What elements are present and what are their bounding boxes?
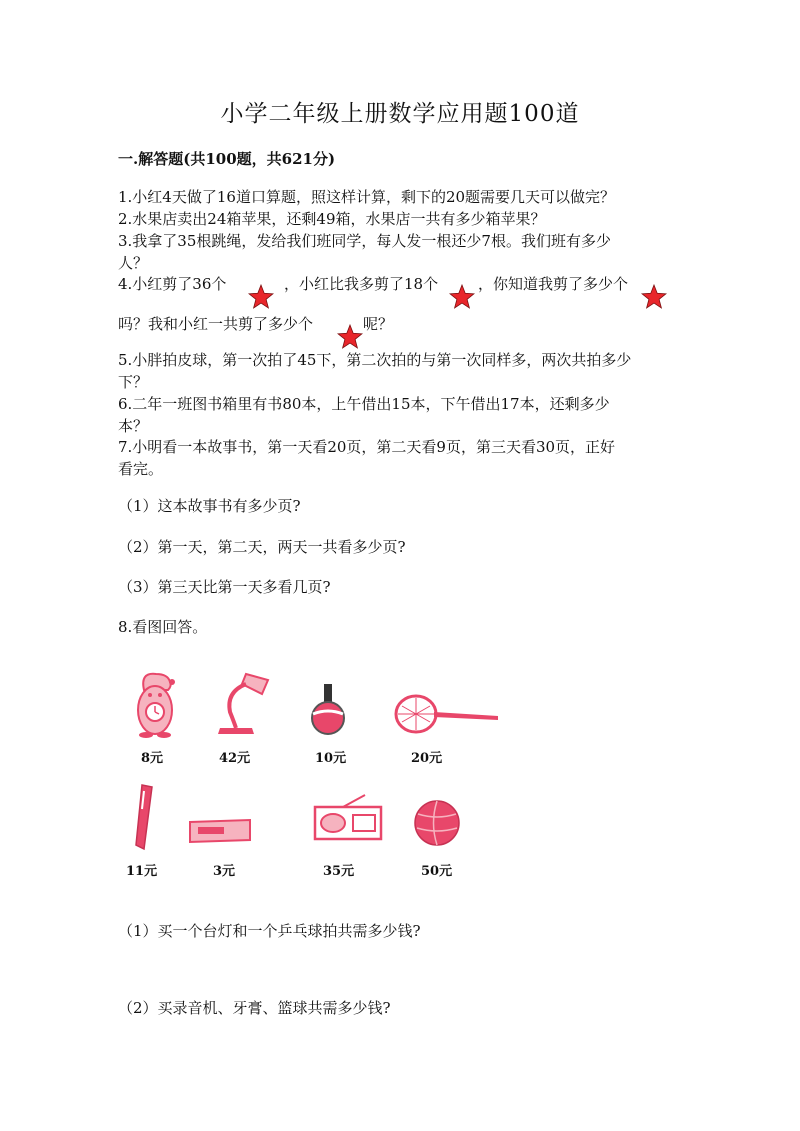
price-label: 10元 xyxy=(315,751,347,766)
price-label: 35元 xyxy=(323,864,355,879)
question-3-line1: 3.我拿了35根跳绳，发给我们班同学，每人发一根还少7根。我们班有多少 xyxy=(118,232,611,250)
price-label: 50元 xyxy=(421,864,453,879)
question-5-line2: 下？ xyxy=(118,373,149,391)
question-7-sub1: （1）这本故事书有多少页? xyxy=(118,497,301,515)
question-7-line1: 7.小明看一本故事书，第一天看20页，第二天看9页，第三天看30页，正好 xyxy=(118,438,616,456)
question-6-line2: 本？ xyxy=(118,417,149,435)
question-2: 2.水果店卖出24箱苹果，还剩49箱，水果店一共有多少箱苹果？ xyxy=(118,210,546,228)
star-icon xyxy=(641,284,667,310)
star-icon xyxy=(248,284,274,310)
question-7-sub2: （2）第一天，第二天，两天一共看多少页? xyxy=(118,538,406,556)
question-8-sub2: （2）买录音机、牙膏、篮球共需多少钱? xyxy=(118,999,391,1017)
section-heading: 一.解答题(共100题，共621分) xyxy=(118,150,336,168)
star-icon xyxy=(337,324,363,350)
pingpong-paddle-icon xyxy=(310,682,346,738)
question-5-line1: 5.小胖拍皮球，第一次拍了45下，第二次拍的与第一次同样多，两次共拍多少 xyxy=(118,351,632,369)
question-7-sub3: （3）第三天比第一天多看几页? xyxy=(118,578,331,596)
desk-lamp-icon xyxy=(212,668,276,740)
price-label: 42元 xyxy=(219,751,251,766)
toothpaste-box-icon xyxy=(188,818,252,844)
radio-icon xyxy=(313,793,385,843)
question-4-part5: 呢？ xyxy=(363,315,394,333)
price-label: 8元 xyxy=(141,751,164,766)
question-6-line1: 6.二年一班图书箱里有书80本，上午借出15本，下午借出17本，还剩多少 xyxy=(118,395,610,413)
star-icon xyxy=(449,284,475,310)
price-label: 3元 xyxy=(213,864,236,879)
question-4-part1: 4.小红剪了36个 xyxy=(118,275,227,293)
tennis-racket-icon xyxy=(394,692,502,736)
question-3-line2: 人？ xyxy=(118,254,149,272)
question-4-part3: ，你知道我剪了多少个 xyxy=(478,275,629,293)
page-title: 小学二年级上册数学应用题100道 xyxy=(220,101,580,127)
question-8-sub1: （1）买一个台灯和一个乒乓球拍共需多少钱? xyxy=(118,922,421,940)
question-7-line2: 看完。 xyxy=(118,460,164,478)
price-label: 20元 xyxy=(411,751,443,766)
price-label: 11元 xyxy=(126,864,158,879)
question-8: 8.看图回答。 xyxy=(118,618,208,636)
question-4-part2: ，小红比我多剪了18个 xyxy=(284,275,439,293)
basketball-icon xyxy=(412,798,462,848)
penguin-clock-icon xyxy=(130,668,180,740)
pen-icon xyxy=(128,783,160,853)
question-4-part4: 吗？我和小红一共剪了多少个 xyxy=(118,315,314,333)
question-1: 1.小红4天做了16道口算题，照这样计算，剩下的20题需要几天可以做完？ xyxy=(118,188,616,206)
